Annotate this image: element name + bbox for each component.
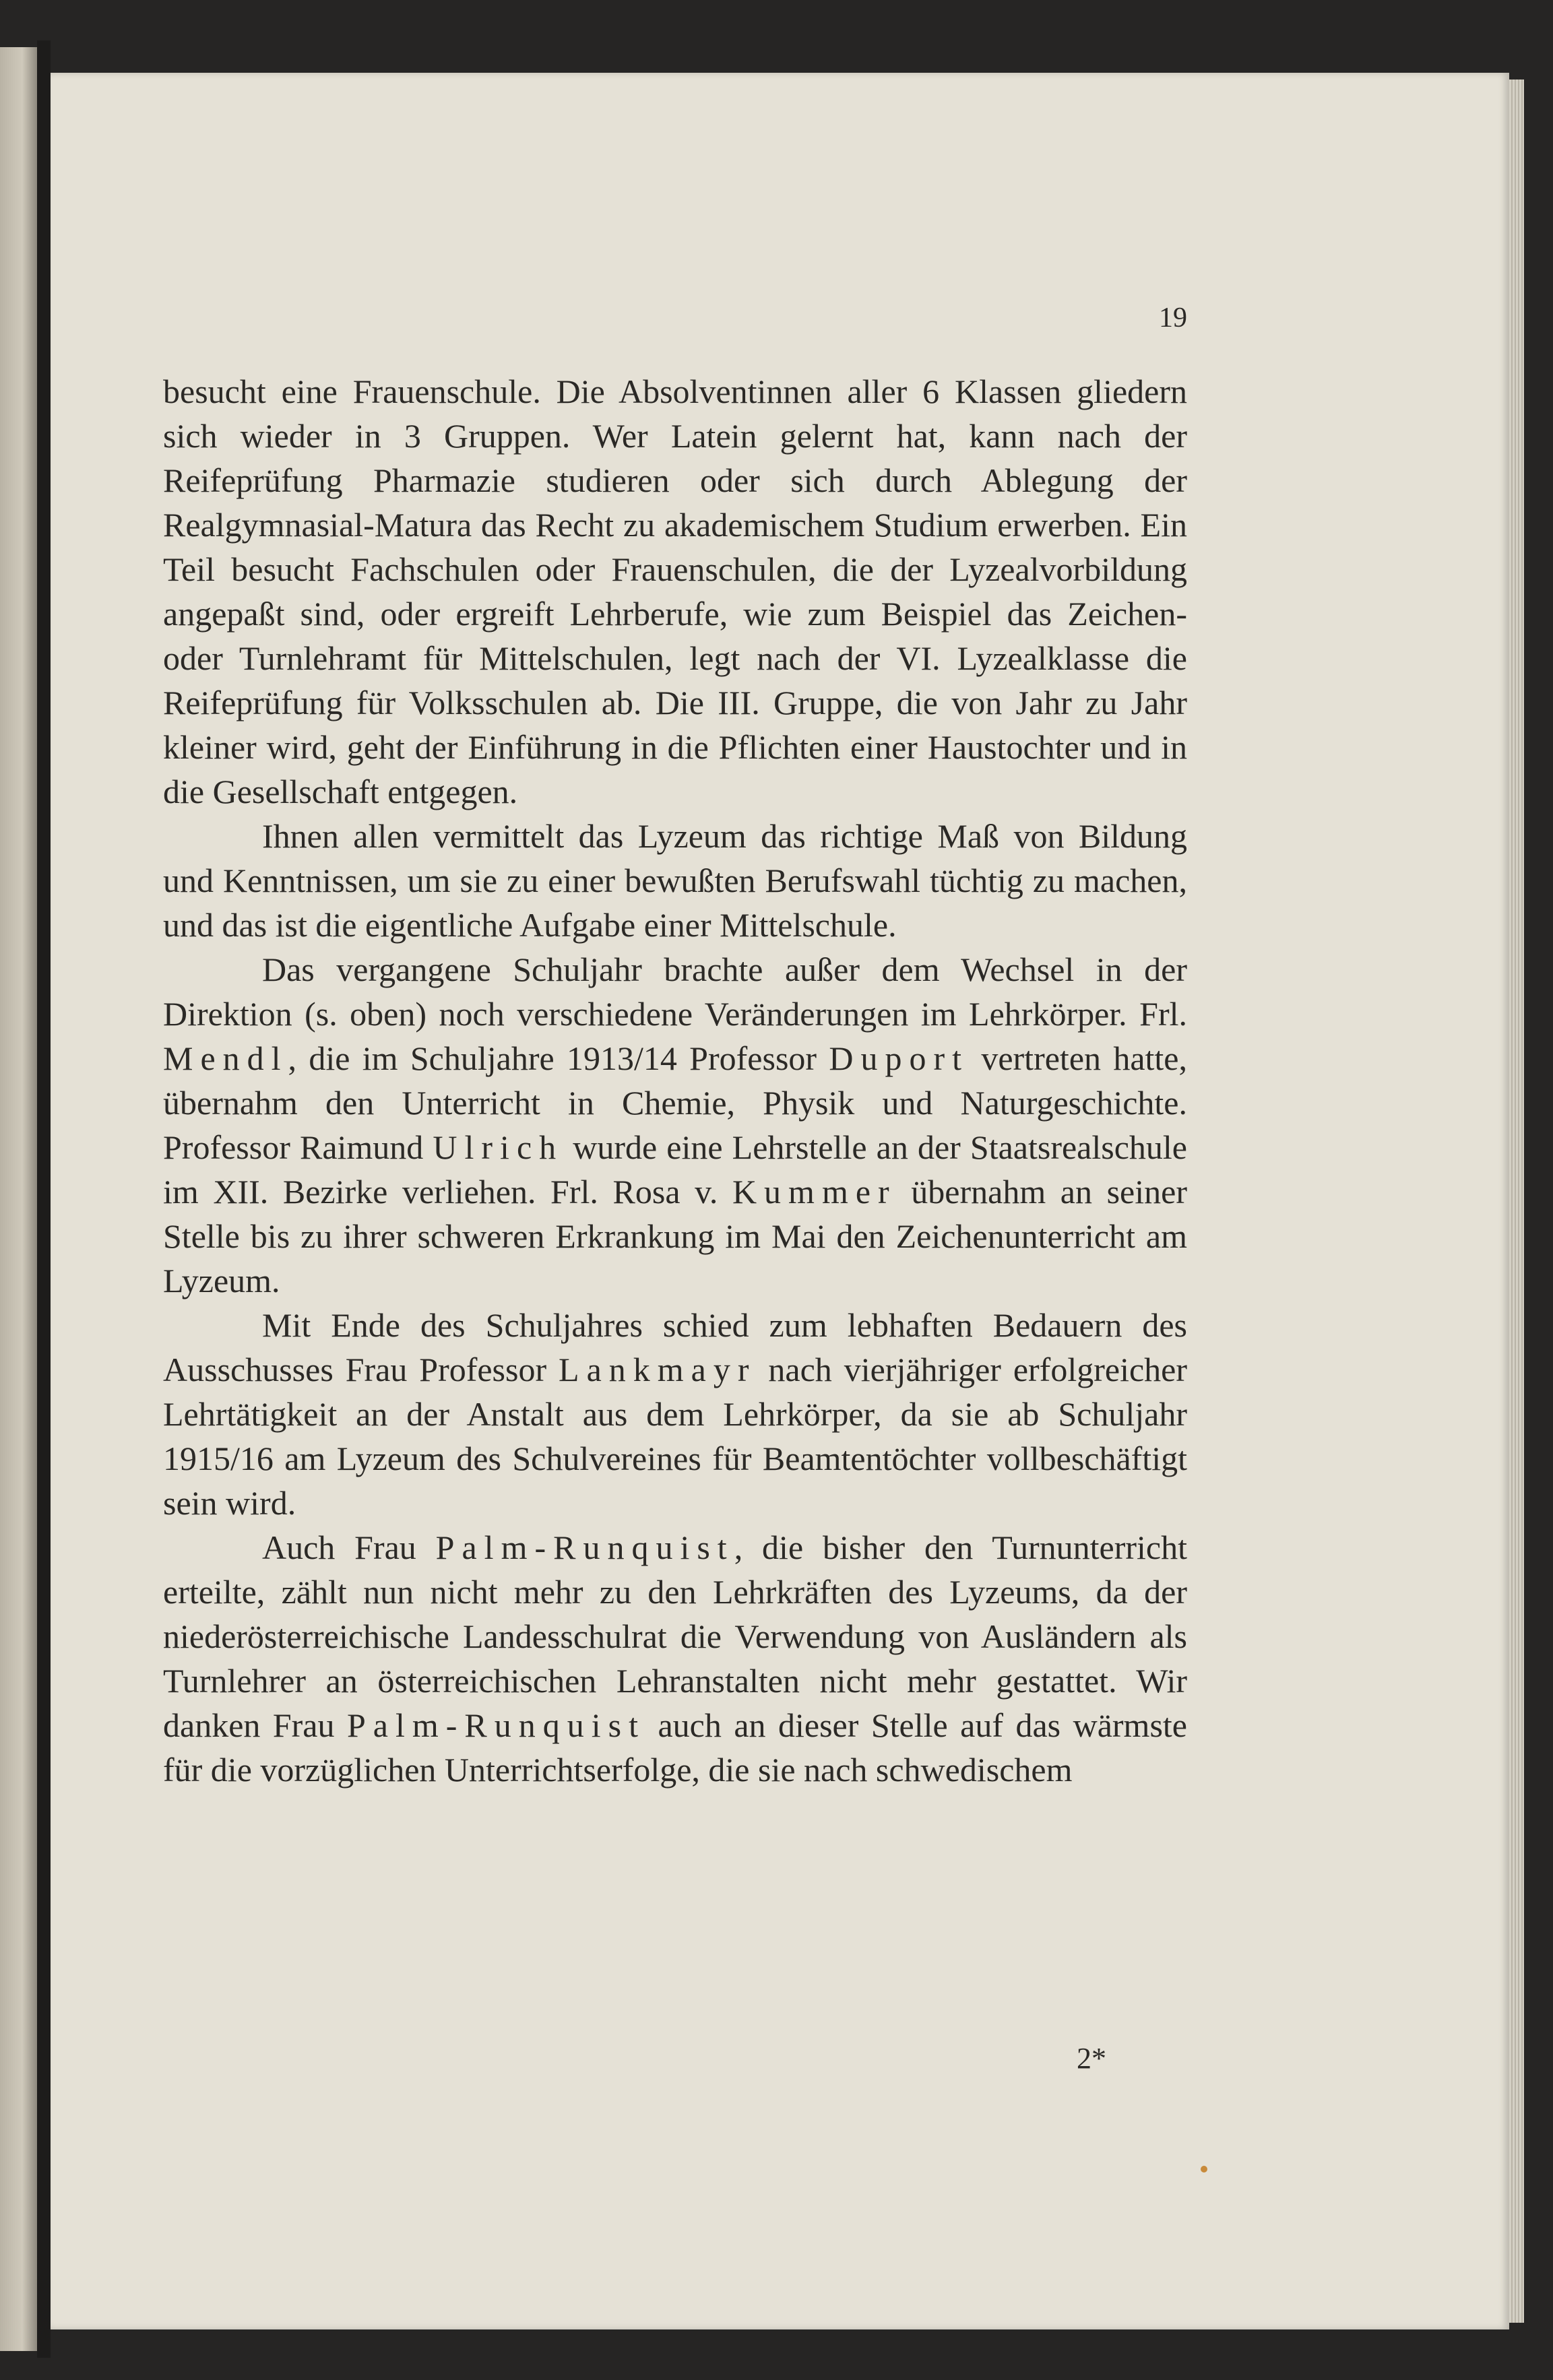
paragraph-1: besucht eine Frauenschule. Die Absolventinnen aller 6 Klassen gliedern sich wieder in 3 Gruppen. Wer Latein gelernt hat, kann nach der Reifeprüfung Pharmazie studieren oder sich durch Ablegung der Realgymnasial-Matura das Recht zu akademischem Studium erwerben. Ein Teil besucht Fachschulen oder Frauenschulen, die der Lyzealvorbildung angepaßt sind, oder ergreift Lehrberufe, wie zum Beispiel das Zeichen- oder Turnlehramt für Mittelschulen, legt nach der VI. Lyzealklasse die Reifeprüfung für Volksschulen ab. Die III. Gruppe, die von Jahr zu Jahr kleiner wird, geht der Einführung in die Pflichten einer Haustochter und in die Gesellschaft entgegen. [163,373,1187,810]
spaced-name: Ulrich [433,1128,564,1166]
paragraph-4: Mit Ende des Schuljahres schied zum lebhaften Bedauern des Ausschusses Frau Professor Lankmayr nach vierjähriger erfolgreicher Lehrtätigkeit an der Anstalt aus dem Lehrkörper, da sie ab Schuljahr 1915/16 am Lyzeum des Schulvereines für Beamtentöchter vollbeschäftigt sein wird. [163,1306,1187,1522]
spaced-name: Mendl [163,1039,288,1077]
book-gutter [37,40,51,2358]
page-number: 19 [1159,302,1187,333]
spaced-name: Duport [829,1039,970,1077]
spaced-name: Palm-Runquist [435,1529,734,1566]
left-page-edge [0,47,37,2351]
printer-signature-mark: 2* [1077,2042,1106,2075]
paragraph-3: Das vergangene Schuljahr brachte außer dem Wechsel in der Direktion (s. oben) noch verschiedene Veränderungen im Lehrkörper. Frl. Mendl, die im Schuljahre 1913/14 Professor Duport vertreten hatte, übernahm den Unterricht in Chemie, Physik und Naturgeschichte. Professor Raimund Ulrich wurde eine Lehrstelle an der Staatsrealschule im XII. Bezirke verliehen. Frl. Rosa v. Kummer übernahm an seiner Stelle bis zu ihrer schweren Erkrankung im Mai den Zeichenunterricht am Lyzeum. [163,951,1187,1299]
page-stack-edge [1509,79,1524,2323]
body-text [163,369,1187,1792]
ink-stain [1201,2166,1207,2173]
paragraph-2: Ihnen allen vermittelt das Lyzeum das richtige Maß von Bildung und Kenntnissen, um sie zu einer bewußten Berufswahl tüchtig zu machen, und das ist die eigentliche Aufgabe einer Mittelschule. [163,817,1187,944]
spaced-name: Kummer [732,1173,897,1211]
paragraph-5: Auch Frau Palm-Runquist, die bisher den Turnunterricht erteilte, zählt nun nicht mehr zu den Lehrkräften des Lyzeums, da der niederösterreichische Landesschulrat die Verwendung von Ausländern als Turnlehrer an österreichischen Lehranstalten nicht mehr gestattet. Wir danken Frau Palm-Runquist auch an dieser Stelle auf das wärmste für die vorzüglichen Unterrichtserfolge, die sie nach schwedischem [163,1529,1187,1789]
spaced-name: Lankmayr [559,1351,757,1388]
spaced-name: Palm-Runquist [346,1706,646,1744]
